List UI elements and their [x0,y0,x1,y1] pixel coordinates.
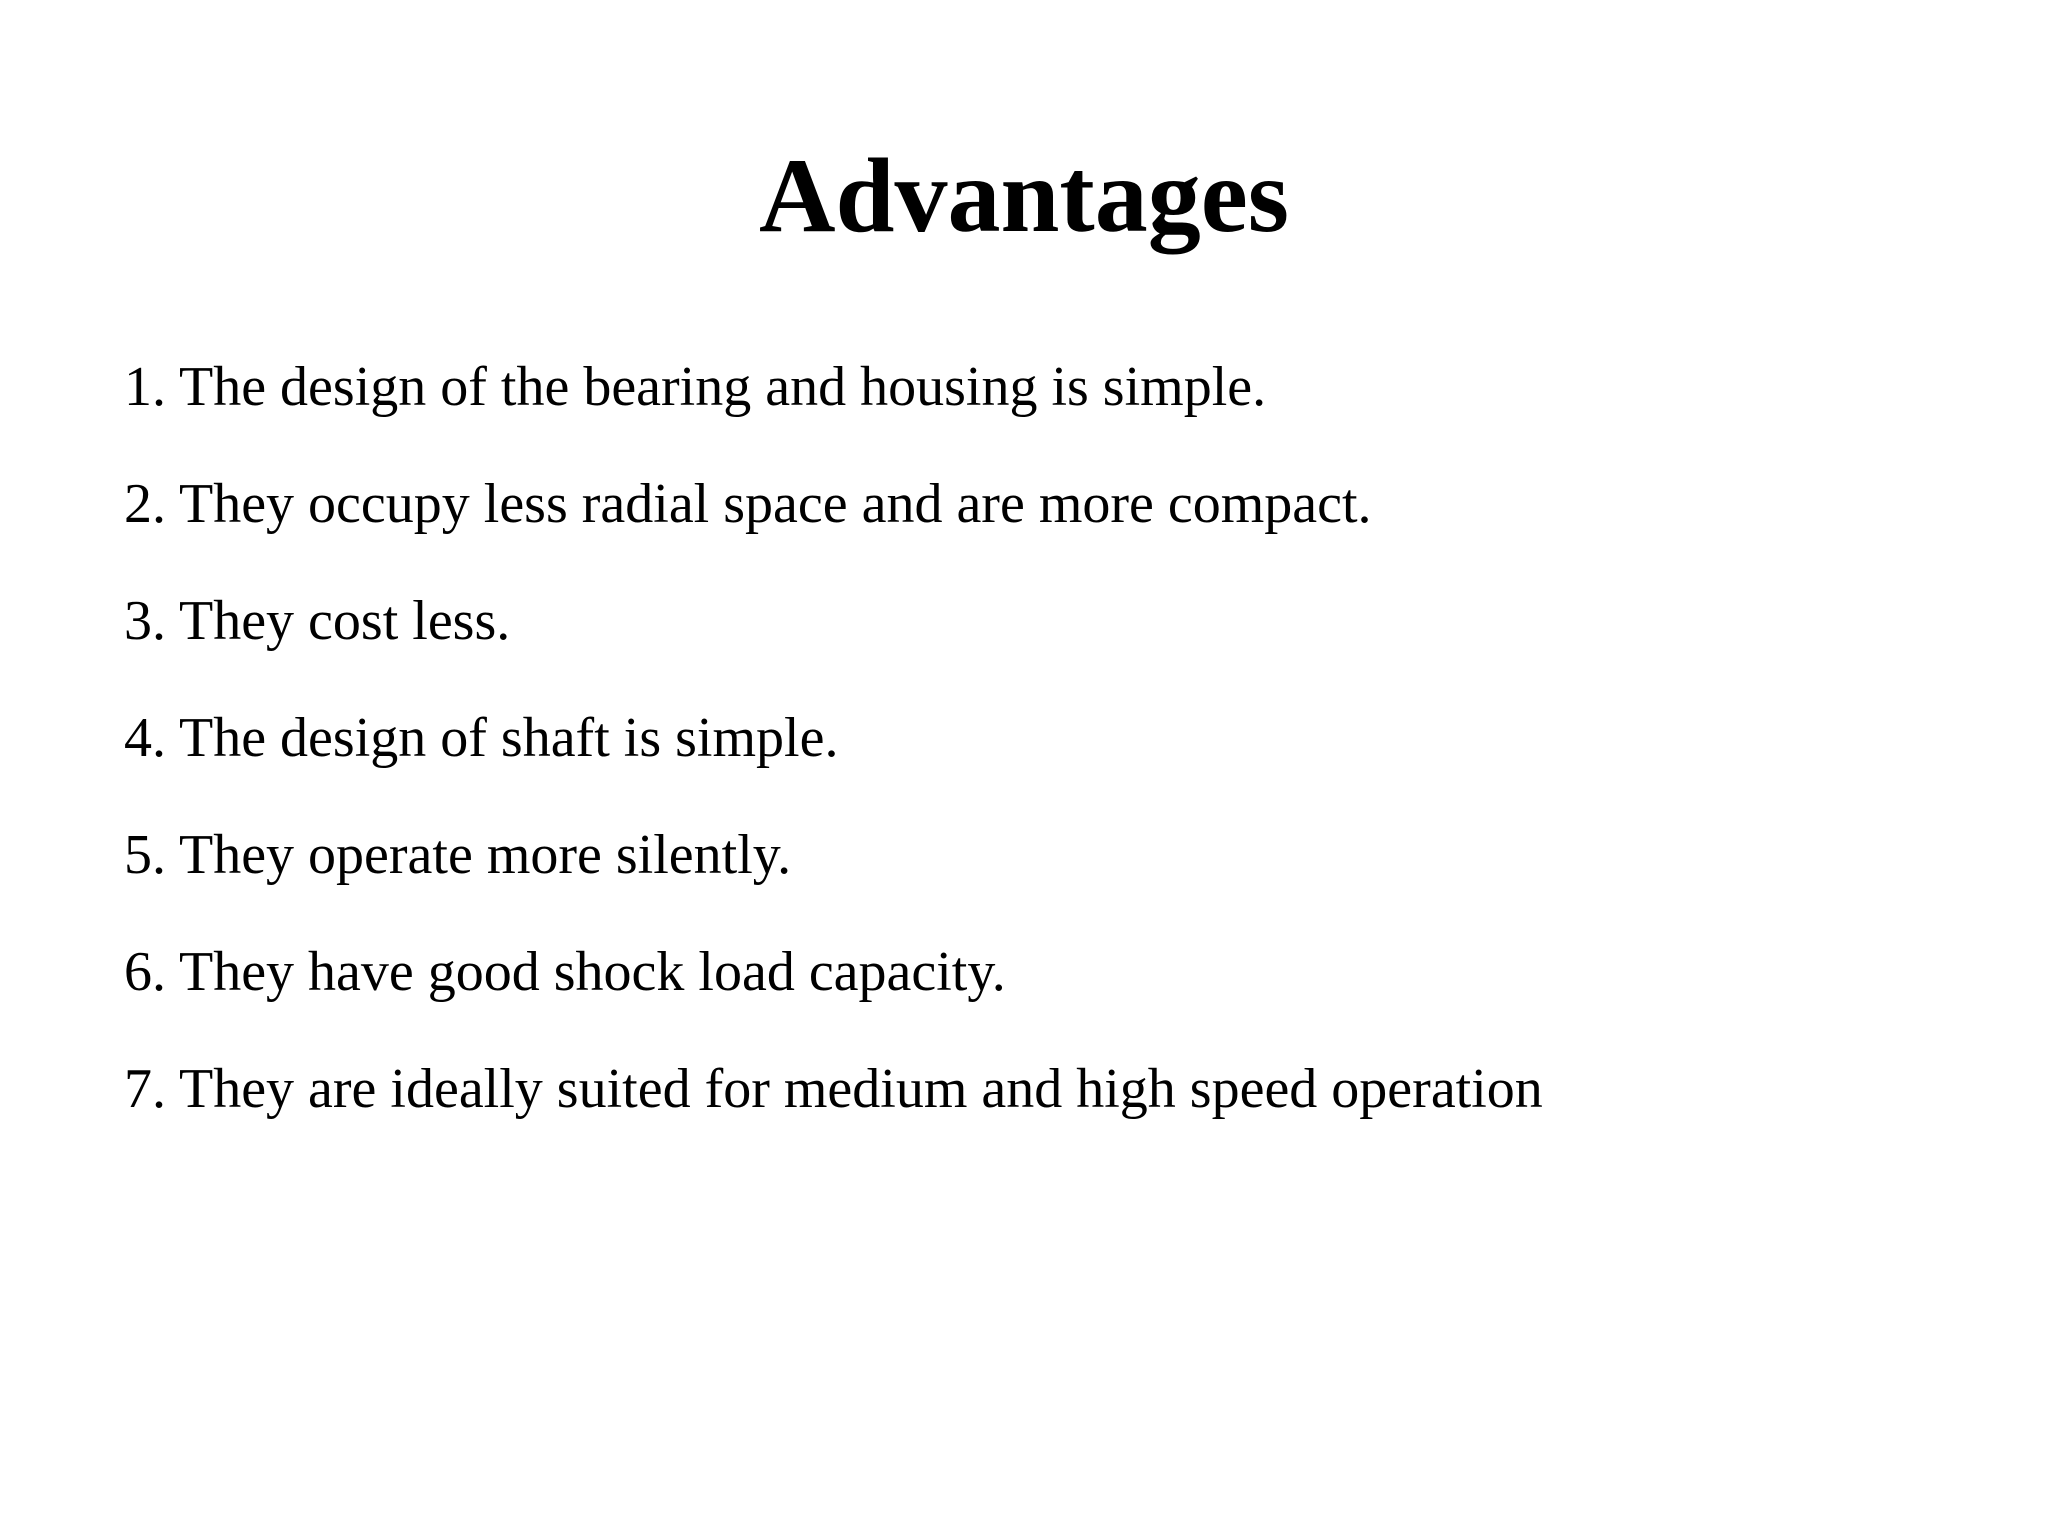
slide-title: Advantages [758,137,1290,254]
list-item: 2. They occupy less radial space and are more compact. [124,473,1372,535]
list-item: 7. They are ideally suited for medium and high speed operation [124,1058,1543,1120]
list-item: 3. They cost less. [124,590,511,652]
list-item: 1. The design of the bearing and housing is simple. [124,356,1267,418]
advantages-list [124,355,1984,1174]
list-item: 6. They have good shock load capacity. [124,941,1006,1003]
list-item: 5. They operate more silently. [124,824,792,886]
list-item: 4. The design of shaft is simple. [124,707,839,769]
